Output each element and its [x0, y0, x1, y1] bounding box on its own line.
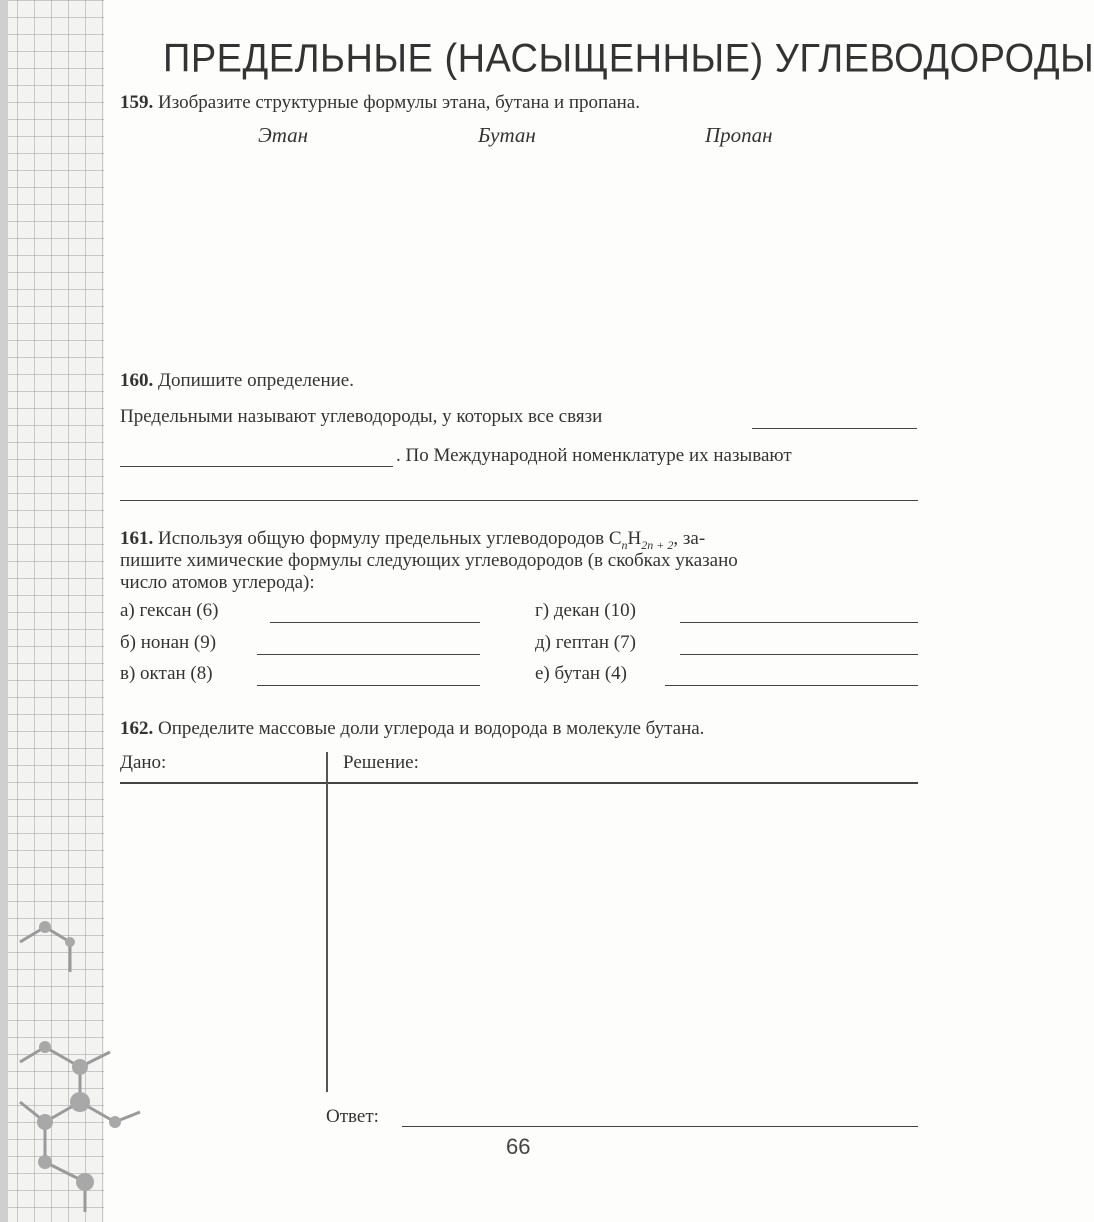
formula-subscript-2n2: 2n + 2 [641, 537, 674, 552]
task-159 [120, 92, 640, 114]
item-heptane: д) гептан (7) [535, 632, 636, 653]
task-text-line-3: число атомов углерода): [120, 572, 315, 593]
solution-label: Решение: [343, 752, 419, 773]
task-number: 161. [120, 528, 154, 549]
definition-line-1: Предельными называют углеводороды, у которых все связи [120, 406, 603, 427]
task-text-line-2: пишите химические формулы следующих углеводородов (в скобках указано [120, 550, 738, 571]
task-text: Изобразите структурные формулы этана, бутана и пропана. [158, 92, 640, 113]
item-hexane: а) гексан (6) [120, 600, 219, 621]
column-label-butane: Бутан [478, 123, 536, 147]
answer-label: Ответ: [326, 1106, 379, 1127]
column-label-ethane: Этан [258, 123, 309, 147]
column-label-propane: Пропан [705, 123, 773, 147]
task-number: 159. [120, 92, 154, 113]
answer-blank[interactable] [257, 685, 480, 686]
molecule-decoration [0, 802, 150, 1222]
task-number: 162. [120, 718, 154, 739]
answer-blank[interactable] [752, 428, 917, 429]
answer-blank[interactable] [402, 1126, 918, 1127]
item-nonane: б) нонан (9) [120, 632, 217, 653]
task-number: 160. [120, 370, 154, 391]
item-butane: е) бутан (4) [535, 663, 627, 684]
answer-blank[interactable] [120, 466, 393, 467]
task-text-cont: , за- [673, 528, 706, 549]
answer-blank[interactable] [665, 685, 918, 686]
answer-blank[interactable] [270, 622, 480, 623]
task-160 [120, 370, 354, 392]
formula-h: H [627, 528, 642, 549]
answer-blank[interactable] [120, 500, 918, 501]
item-decane: г) декан (10) [535, 600, 636, 621]
task-text: Используя общую формулу предельных углеводородов C [158, 528, 622, 549]
answer-blank[interactable] [680, 654, 918, 655]
given-label: Дано: [120, 752, 167, 773]
answer-blank[interactable] [680, 622, 918, 623]
answer-blank[interactable] [257, 654, 480, 655]
definition-line-2: . По Международной номенклатуре их называют [396, 445, 792, 466]
task-text: Допишите определение. [158, 370, 354, 391]
page-number: 66 [506, 1134, 531, 1159]
task-text: Определите массовые доли углерода и водорода в молекуле бутана. [158, 718, 705, 739]
item-octane: в) октан (8) [120, 663, 213, 684]
formula-subscript-n: n [621, 537, 628, 552]
header-rule [120, 782, 918, 784]
task-162 [120, 718, 704, 740]
page-title: ПРЕДЕЛЬНЫЕ (НАСЫЩЕННЫЕ) УГЛЕВОДОРОДЫ [163, 36, 1094, 82]
column-divider [326, 752, 328, 1092]
